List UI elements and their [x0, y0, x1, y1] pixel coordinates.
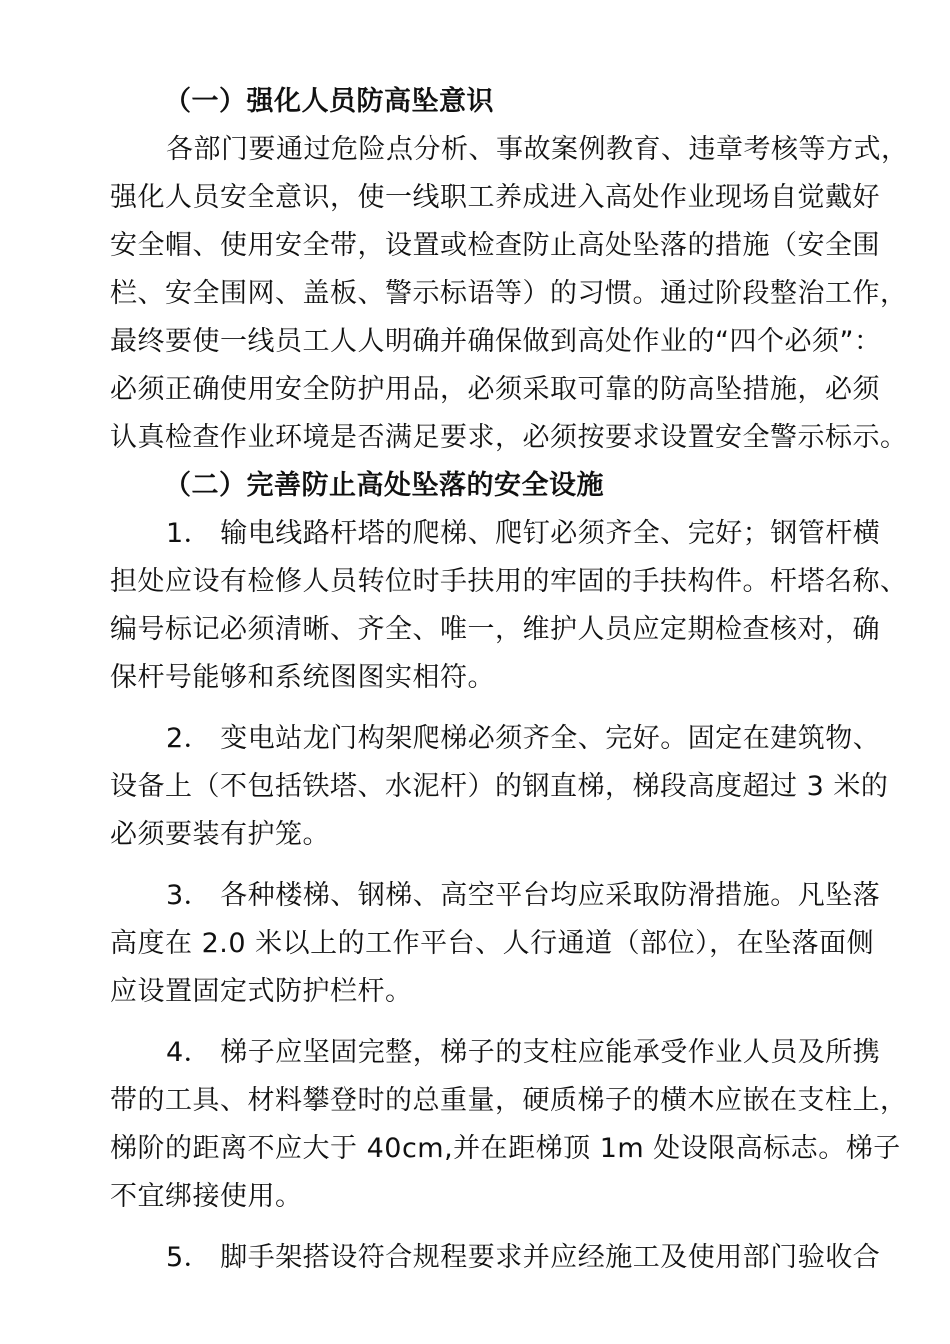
- list-item-1-line: 保杆号能够和系统图图实相符。: [110, 662, 495, 693]
- list-item-3-line: 3． 各种楼梯、钢梯、高空平台均应采取防滑措施。凡坠落: [166, 880, 881, 911]
- list-item-2-line: 设备上（不包括铁塔、水泥杆）的钢直梯，梯段高度超过 3 米的: [110, 771, 889, 802]
- list-item-2-line: 必须要装有护笼。: [110, 819, 330, 850]
- paragraph-line: 最终要使一线员工人人明确并确保做到高处作业的“四个必须”：: [110, 326, 882, 357]
- paragraph-spacer: [110, 702, 858, 715]
- list-item-4-line: 不宜绑接使用。: [110, 1181, 303, 1212]
- paragraph-line: 安全帽、使用安全带，设置或检查防止高处坠落的措施（安全围: [110, 230, 880, 261]
- list-item-2-line: 2． 变电站龙门构架爬梯必须齐全、完好。固定在建筑物、: [166, 723, 881, 754]
- list-item-3-line: 应设置固定式防护栏杆。: [110, 976, 413, 1007]
- list-item-4-line: 梯阶的距离不应大于 40cm,并在距梯顶 1m 处设限高标志。梯子: [110, 1133, 901, 1164]
- paragraph-line: 各部门要通过危险点分析、事故案例教育、违章考核等方式，: [166, 134, 909, 165]
- list-item-4-line: 4． 梯子应坚固完整，梯子的支柱应能承受作业人员及所携: [166, 1037, 881, 1068]
- paragraph-spacer: [110, 1221, 858, 1234]
- paragraph-line: 认真检查作业环境是否满足要求，必须按要求设置安全警示标示。: [110, 422, 908, 453]
- list-item-1-line: 编号标记必须清晰、齐全、唯一，维护人员应定期检查核对，确: [110, 614, 880, 645]
- document-page: [110, 78, 909, 1282]
- paragraph-line: 强化人员安全意识，使一线职工养成进入高处作业现场自觉戴好: [110, 182, 880, 213]
- section-heading-1: （一）强化人员防高坠意识: [164, 86, 494, 117]
- list-item-4-line: 带的工具、材料攀登时的总重量，硬质梯子的横木应嵌在支柱上，: [110, 1085, 908, 1116]
- list-item-5-line: 5． 脚手架搭设符合规程要求并应经施工及使用部门验收合: [166, 1242, 881, 1273]
- paragraph-spacer: [110, 859, 858, 872]
- paragraph-spacer: [110, 1016, 858, 1029]
- list-item-3-line: 高度在 2.0 米以上的工作平台、人行通道（部位），在坠落面侧: [110, 928, 875, 959]
- paragraph-line: 必须正确使用安全防护用品，必须采取可靠的防高坠措施，必须: [110, 374, 880, 405]
- list-item-1-line: 担处应设有检修人员转位时手扶用的牢固的手扶构件。杆塔名称、: [110, 566, 908, 597]
- list-item-1-line: 1． 输电线路杆塔的爬梯、爬钉必须齐全、完好；钢管杆横: [166, 518, 881, 549]
- section-heading-2: （二）完善防止高处坠落的安全设施: [164, 470, 604, 501]
- paragraph-line: 栏、安全围网、盖板、警示标语等）的习惯。通过阶段整治工作，: [110, 278, 908, 309]
